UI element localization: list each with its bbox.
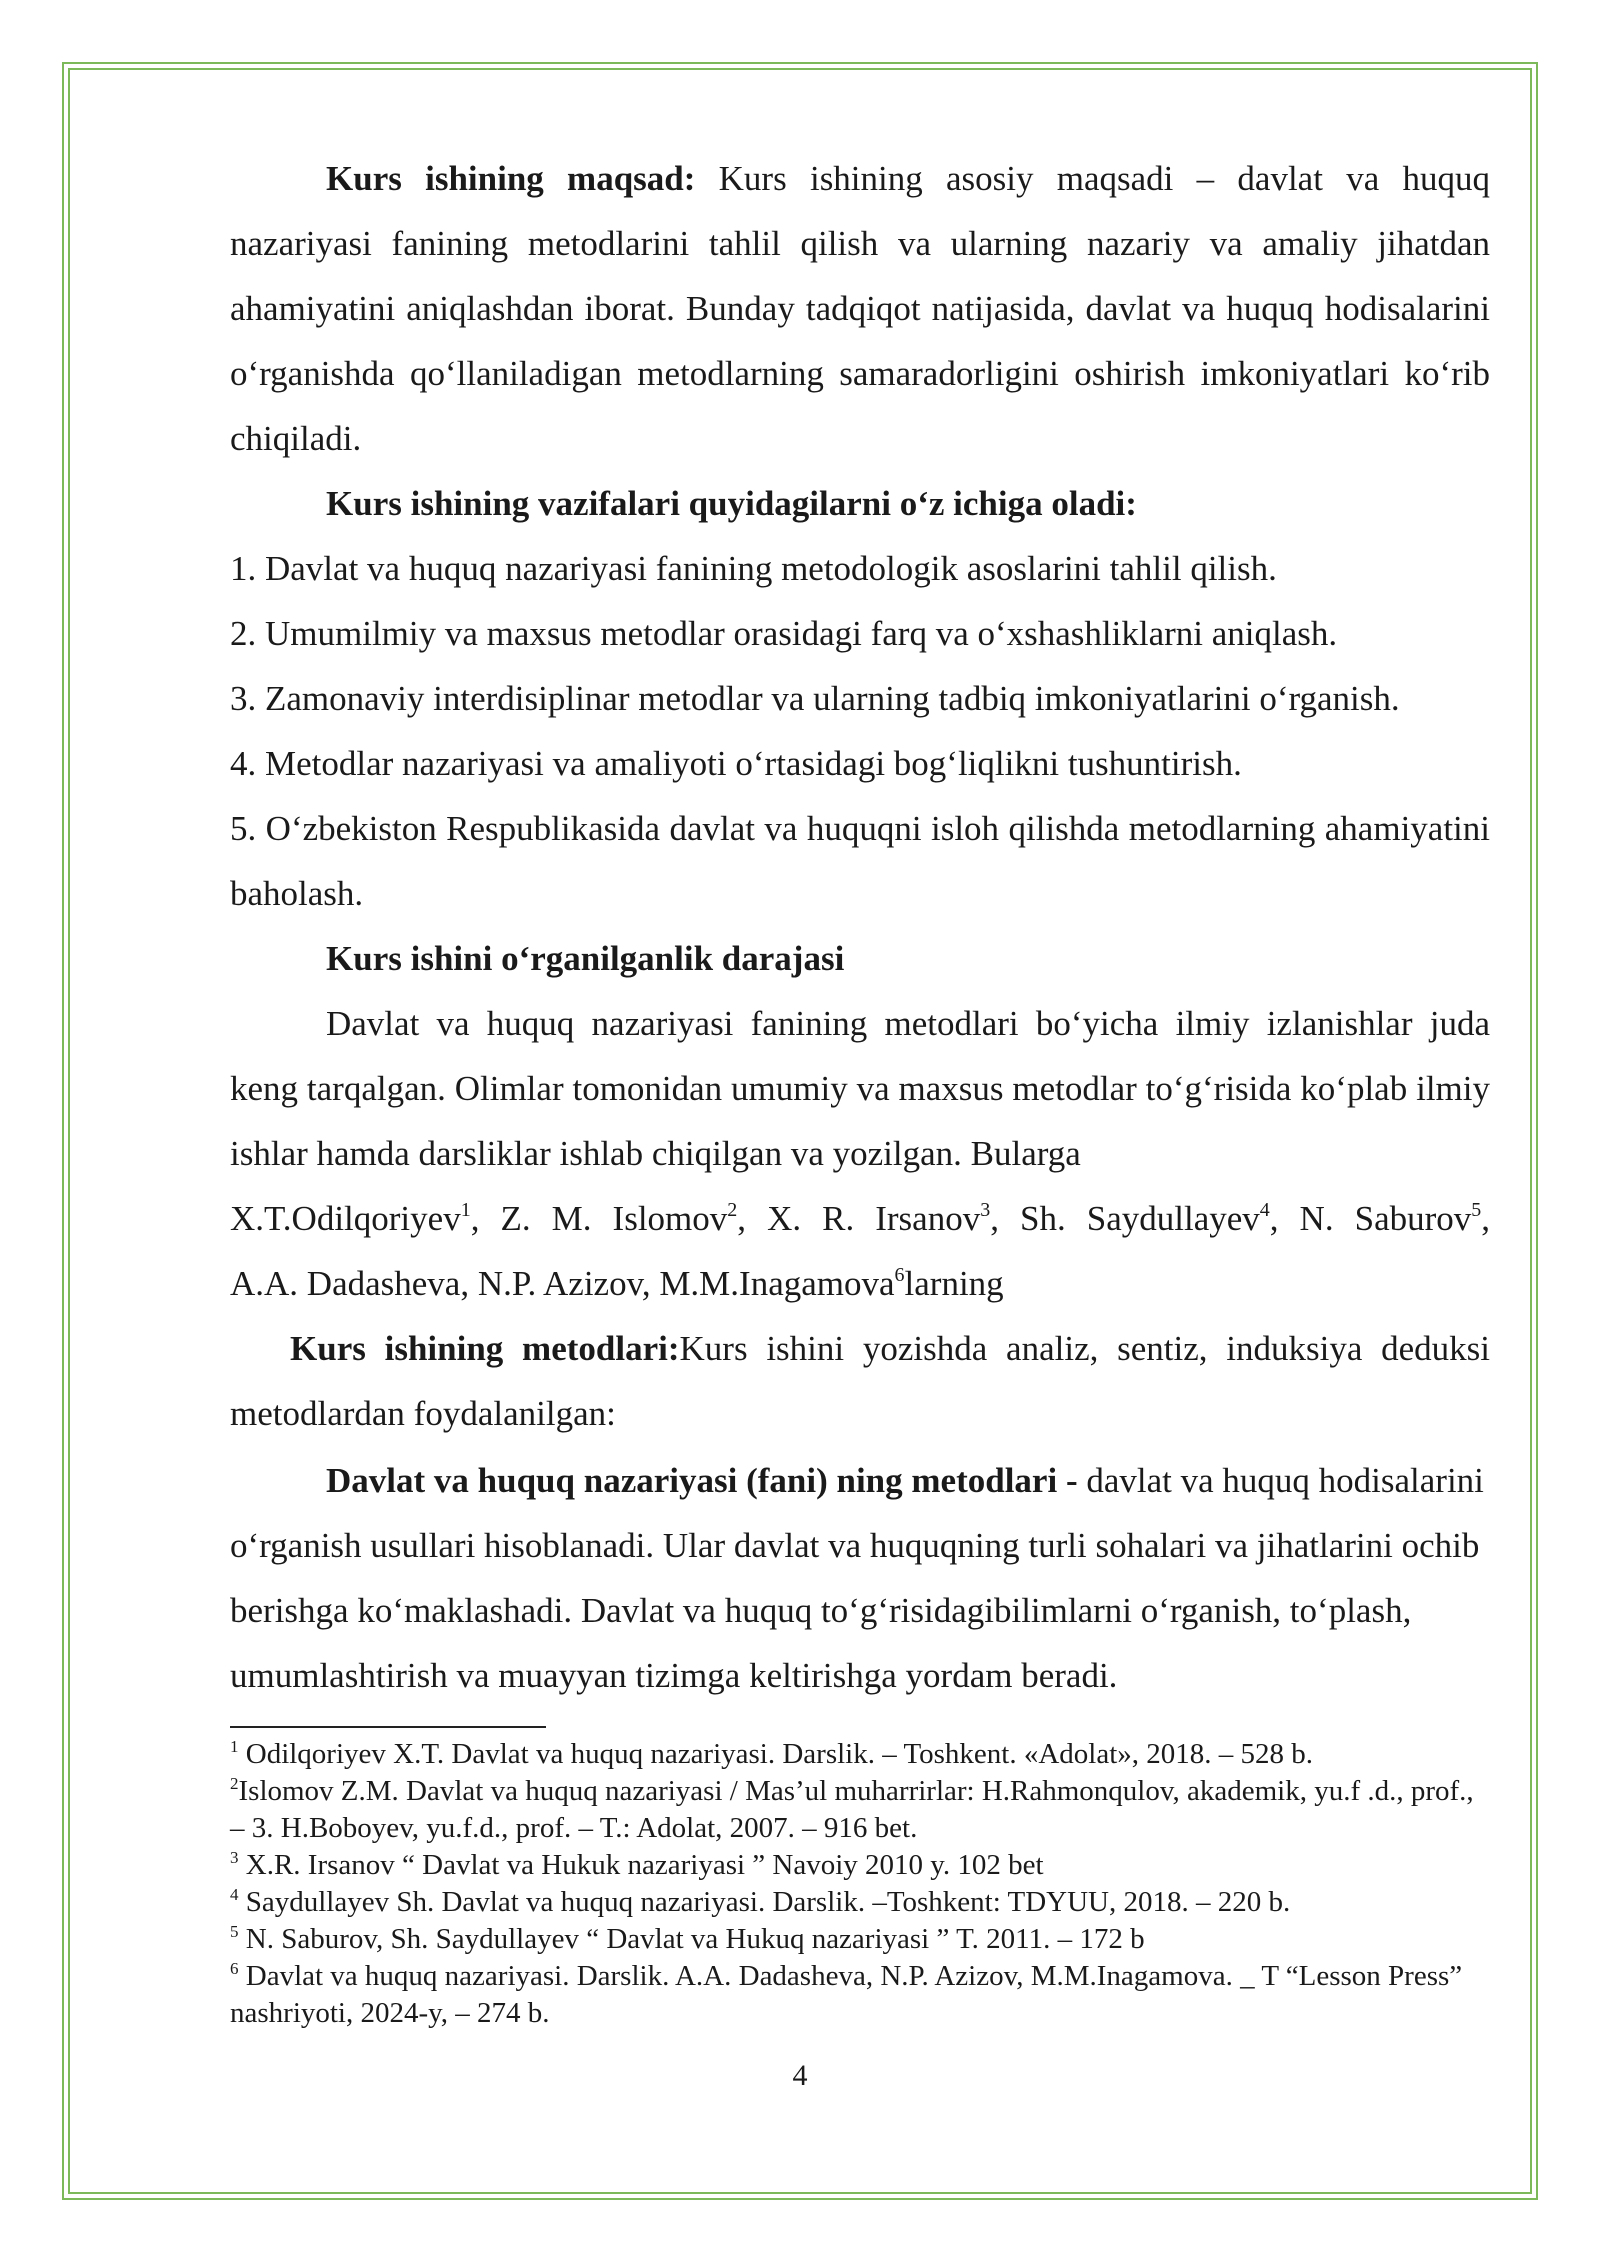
footnote: [230, 1736, 1490, 1773]
separator: ,: [1269, 1199, 1300, 1238]
footnote-number: 1: [230, 1737, 239, 1756]
definition-heading: Davlat va huquq nazariyasi (fani) ning metodlari -: [326, 1461, 1078, 1500]
footnote-text: Islomov Z.M. Davlat va huquq nazariyasi / Mas’ul muharrirlar: H.Rahmonqulov, akademik, yu.f .d., prof., – 3. H.Boboyev, yu.f.d., prof. – T.: Adolat, 2007. – 916 bet.: [230, 1775, 1474, 1844]
author-name: N. Saburov: [1299, 1199, 1472, 1238]
author-list: [230, 1186, 1490, 1251]
author-name: X.T.Odilqoriyev: [230, 1199, 461, 1238]
footnote-text: X.R. Irsanov “ Davlat va Hukuk nazariyasi ” Navoiy 2010 y. 102 bet: [238, 1849, 1044, 1881]
footnote-text: Saydullayev Sh. Davlat va huquq nazariyasi. Darslik. –Toshkent: TDYUU, 2018. – 220 b.: [238, 1886, 1291, 1918]
footnote-number: 4: [230, 1885, 239, 1904]
methods-paragraph: [230, 1316, 1490, 1446]
page-number: 4: [792, 2059, 808, 2092]
footnote-number: 3: [230, 1848, 239, 1867]
definition-text: davlat va huquq hodisalarini o‘rganish usullari hisoblanadi. Ular davlat va huquqning turli sohalari va jihatlarini ochib berishga ko‘maklashadi. Davlat va huquq to‘g‘risidagibilimlarni o‘rganish, to‘plash, umumlashtirish va muayyan tizimga keltirishga yordam beradi.: [230, 1461, 1484, 1695]
footnote: [230, 1773, 1490, 1847]
footnote-number: 5: [230, 1922, 239, 1941]
definition-paragraph: [230, 1448, 1490, 1708]
footnote-text: Davlat va huquq nazariyasi. Darslik. A.A. Dadasheva, N.P. Azizov, M.M.Inagamova. _ T “Lesson Press” nashriyoti, 2024-y, – 274 b.: [230, 1960, 1463, 2029]
author-tail-suffix: larning: [904, 1264, 1004, 1303]
study-paragraph: [230, 991, 1490, 1316]
footnote-number: 2: [230, 1774, 239, 1793]
footnote-ref: 3: [980, 1199, 991, 1221]
task-item: 5. O‘zbekiston Respublikasida davlat va huquqni isloh qilishda metodlarning ahamiyatini baholash.: [230, 809, 1490, 913]
task-item: 4. Metodlar nazariyasi va amaliyoti o‘rtasidagi bog‘liqlikni tushuntirish.: [230, 744, 1242, 783]
author-name: Sh. Saydullayev: [1020, 1199, 1260, 1238]
footnote-text: Odilqoriyev X.T. Davlat va huquq nazariyasi. Darslik. – Toshkent. «Adolat», 2018. – 528 b.: [238, 1738, 1314, 1770]
separator: ,: [1481, 1199, 1491, 1238]
author-name: X. R. Irsanov: [767, 1199, 981, 1238]
footnote-text: N. Saburov, Sh. Saydullayev “ Davlat va Hukuq nazariyasi ” T. 2011. – 172 b: [238, 1923, 1145, 1955]
author-name: Z. M. Islomov: [500, 1199, 728, 1238]
footnote: [230, 1958, 1490, 2032]
task-item: 1. Davlat va huquq nazariyasi fanining metodologik asoslarini tahlil qilish.: [230, 549, 1277, 588]
goal-heading: Kurs ishining maqsad:: [326, 159, 696, 198]
study-heading-text: Kurs ishini o‘rganilganlik darajasi: [326, 939, 845, 978]
footnote-separator: [230, 1726, 546, 1728]
footnote-ref: 6: [894, 1264, 905, 1286]
goal-paragraph: [230, 146, 1490, 471]
footnote: [230, 1921, 1490, 1958]
footnote-ref: 4: [1259, 1199, 1270, 1221]
task-item: 3. Zamonaviy interdisiplinar metodlar va ularning tadbiq imkoniyatlarini o‘rganish.: [230, 679, 1400, 718]
author-tail: [230, 1251, 1490, 1316]
footnote-ref: 5: [1471, 1199, 1482, 1221]
separator: ,: [990, 1199, 1020, 1238]
separator: ,: [737, 1199, 768, 1238]
methods-heading: Kurs ishining metodlari:: [290, 1329, 680, 1368]
tasks-heading-text: Kurs ishining vazifalari quyidagilarni o‘z ichiga oladi:: [326, 484, 1137, 523]
footnote: [230, 1847, 1490, 1884]
separator: ,: [470, 1199, 501, 1238]
study-heading: [230, 926, 1490, 991]
author-tail-text: A.A. Dadasheva, N.P. Azizov, M.M.Inagamova: [230, 1264, 895, 1303]
footnote-number: 6: [230, 1959, 239, 1978]
task-item: 2. Umumilmiy va maxsus metodlar orasidagi farq va o‘xshashliklarni aniqlash.: [230, 614, 1338, 653]
tasks-heading: [230, 471, 1490, 536]
footnote-ref: 1: [460, 1199, 471, 1221]
footnote-ref: 2: [727, 1199, 738, 1221]
footnote: [230, 1884, 1490, 1921]
study-text: Davlat va huquq nazariyasi fanining metodlari bo‘yicha ilmiy izlanishlar juda keng tarqalgan. Olimlar tomonidan umumiy va maxsus metodlar to‘g‘risida ko‘plab ilmiy ishlar hamda darsliklar ishlab chiqilgan va yozilgan. Bularga: [230, 1004, 1490, 1173]
methods-text: Kurs ishini yozishda analiz, sentiz, induksiya deduksi metodlardan foydalanilgan:: [230, 1329, 1491, 1433]
footnotes: [230, 1736, 1490, 2032]
document-body: [230, 146, 1490, 2032]
goal-text: Kurs ishining asosiy maqsadi – davlat va huquq nazariyasi fanining metodlarini tahlil qilish va ularning nazariy va amaliy jihatdan ahamiyatini aniqlashdan iborat. Bunday tadqiqot natijasida, davlat va huquq hodisalarini o‘rganishda qo‘llaniladigan metodlarning samaradorligini oshirish imkoniyatlari ko‘rib chiqiladi.: [230, 159, 1490, 458]
